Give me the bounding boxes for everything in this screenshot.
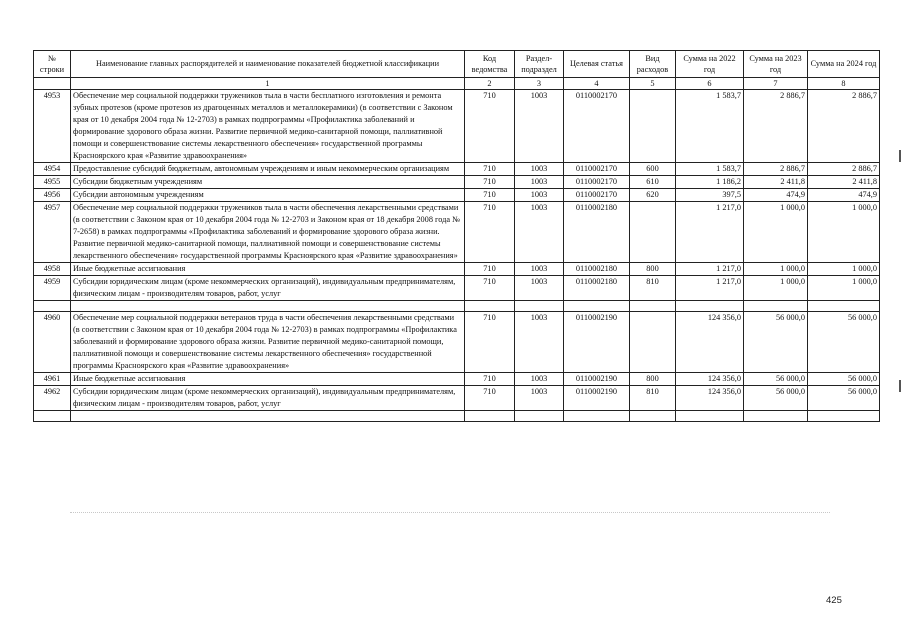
row-sum-2023: 1 000,0 [744, 202, 808, 263]
row-dept-code: 710 [465, 176, 515, 189]
table-row [34, 189, 880, 202]
row-section: 1003 [515, 90, 564, 163]
table-row-spacer [34, 301, 880, 312]
row-number: 4954 [34, 163, 71, 176]
row-name: Субсидии автономным учреждениям [71, 189, 465, 202]
row-sum-2023: 2 411,8 [744, 176, 808, 189]
row-sum-2024: 56 000,0 [808, 386, 880, 411]
row-number: 4961 [34, 373, 71, 386]
table-row [34, 386, 880, 411]
row-section: 1003 [515, 386, 564, 411]
row-section: 1003 [515, 176, 564, 189]
table-header-row [34, 51, 880, 78]
row-number: 4957 [34, 202, 71, 263]
row-sum-2024: 56 000,0 [808, 312, 880, 373]
table-row [34, 176, 880, 189]
row-expense-kind: 620 [630, 189, 676, 202]
row-target-article: 0110002170 [564, 90, 630, 163]
row-number: 4955 [34, 176, 71, 189]
row-target-article: 0110002170 [564, 189, 630, 202]
header-section: Раздел-подраздел [515, 51, 564, 78]
row-target-article: 0110002180 [564, 202, 630, 263]
header-sum-2024: Сумма на 2024 год [808, 51, 880, 78]
scan-noise-line [70, 512, 830, 514]
header-target-article: Целевая статья [564, 51, 630, 78]
header-sum-2022: Сумма на 2022 год [676, 51, 744, 78]
row-sum-2024: 56 000,0 [808, 373, 880, 386]
column-number: 8 [808, 78, 880, 90]
row-sum-2023: 474,9 [744, 189, 808, 202]
header-sum-2023: Сумма на 2023 год [744, 51, 808, 78]
row-expense-kind [630, 312, 676, 373]
table-row [34, 163, 880, 176]
row-dept-code: 710 [465, 373, 515, 386]
row-number: 4959 [34, 276, 71, 301]
row-sum-2023: 56 000,0 [744, 312, 808, 373]
row-dept-code: 710 [465, 276, 515, 301]
row-sum-2024: 1 000,0 [808, 276, 880, 301]
row-number: 4953 [34, 90, 71, 163]
row-section: 1003 [515, 189, 564, 202]
row-sum-2023: 56 000,0 [744, 373, 808, 386]
table-row [34, 263, 880, 276]
scan-edge-mark-top [899, 150, 901, 162]
column-number: 6 [676, 78, 744, 90]
row-dept-code: 710 [465, 386, 515, 411]
row-sum-2023: 1 000,0 [744, 263, 808, 276]
header-name: Наименование главных распорядителей и наименование показателей бюджетной классификации [71, 51, 465, 78]
row-sum-2023: 1 000,0 [744, 276, 808, 301]
row-dept-code: 710 [465, 90, 515, 163]
row-expense-kind: 600 [630, 163, 676, 176]
row-name: Иные бюджетные ассигнования [71, 373, 465, 386]
row-target-article: 0110002180 [564, 276, 630, 301]
row-name: Обеспечение мер социальной поддержки тружеников тыла в части бесплатного изготовления и ремонта зубных протезов (кроме протезов из драгоценных металлов и металлокерамики) (в соответствии с Законом края от 10 декабря 2004 года № 12-2703) в рамках подпрограммы «Профилактика заболеваний и формирование здорового образа жизни. Развитие первичной медико-санитарной помощи, паллиативной помощи и совершенствование системы лекарственного обеспечения» государственной программы Красноярского края «Развитие здравоохранения» [71, 90, 465, 163]
row-section: 1003 [515, 202, 564, 263]
row-sum-2022: 1 217,0 [676, 202, 744, 263]
row-name: Субсидии юридическим лицам (кроме некоммерческих организаций), индивидуальным предпринимателям, физическим лицам - производителям товаров, работ, услуг [71, 276, 465, 301]
row-sum-2022: 124 356,0 [676, 312, 744, 373]
row-expense-kind: 800 [630, 373, 676, 386]
row-number: 4960 [34, 312, 71, 373]
row-expense-kind: 800 [630, 263, 676, 276]
row-expense-kind: 810 [630, 276, 676, 301]
row-sum-2024: 2 886,7 [808, 163, 880, 176]
column-number: 4 [564, 78, 630, 90]
row-sum-2024: 2 886,7 [808, 90, 880, 163]
row-name: Обеспечение мер социальной поддержки ветеранов труда в части обеспечения лекарственными средствами (в соответствии с Законом края от 10 декабря 2004 года № 12-2703) в рамках подпрограммы «Профилактика заболеваний и формирование здорового образа жизни. Развитие первичной медико-санитарной помощи, паллиативной помощи и совершенствование системы лекарственного обеспечения» государственной программы Красноярского края «Развитие здравоохранения» [71, 312, 465, 373]
row-name: Обеспечение мер социальной поддержки тружеников тыла в части обеспечения лекарственными средствами (в соответствии с Законом края от 10 декабря 2004 года № 12-2703 и Законом края от 18 декабря 2008 года № 7-2658) в рамках подпрограммы «Профилактика заболеваний и формирование здорового образа жизни. Развитие первичной медико-санитарной помощи, паллиативной помощи и совершенствование системы лекарственного обеспечения» государственной программы Красноярского края «Развитие здравоохранения» [71, 202, 465, 263]
row-sum-2023: 2 886,7 [744, 163, 808, 176]
table-row [34, 276, 880, 301]
row-sum-2023: 56 000,0 [744, 386, 808, 411]
header-row-number: № строки [34, 51, 71, 78]
row-dept-code: 710 [465, 202, 515, 263]
row-section: 1003 [515, 163, 564, 176]
column-number: 3 [515, 78, 564, 90]
column-number [34, 78, 71, 90]
row-sum-2024: 1 000,0 [808, 263, 880, 276]
row-section: 1003 [515, 276, 564, 301]
table-row [34, 202, 880, 263]
row-section: 1003 [515, 312, 564, 373]
row-dept-code: 710 [465, 312, 515, 373]
row-sum-2022: 124 356,0 [676, 386, 744, 411]
row-number: 4956 [34, 189, 71, 202]
row-target-article: 0110002170 [564, 163, 630, 176]
row-sum-2022: 1 217,0 [676, 276, 744, 301]
header-dept-code: Код ведомства [465, 51, 515, 78]
row-sum-2023: 2 886,7 [744, 90, 808, 163]
row-sum-2022: 397,5 [676, 189, 744, 202]
budget-table-container [33, 50, 879, 422]
row-sum-2022: 1 583,7 [676, 163, 744, 176]
row-sum-2024: 1 000,0 [808, 202, 880, 263]
table-row [34, 90, 880, 163]
row-target-article: 0110002180 [564, 263, 630, 276]
row-sum-2024: 474,9 [808, 189, 880, 202]
row-target-article: 0110002190 [564, 373, 630, 386]
row-target-article: 0110002190 [564, 312, 630, 373]
row-dept-code: 710 [465, 163, 515, 176]
row-target-article: 0110002190 [564, 386, 630, 411]
row-number: 4958 [34, 263, 71, 276]
column-number: 2 [465, 78, 515, 90]
row-sum-2022: 1 217,0 [676, 263, 744, 276]
row-section: 1003 [515, 373, 564, 386]
row-dept-code: 710 [465, 189, 515, 202]
row-expense-kind [630, 90, 676, 163]
row-expense-kind [630, 202, 676, 263]
row-name: Субсидии юридическим лицам (кроме некоммерческих организаций), индивидуальным предпринимателям, физическим лицам - производителям товаров, работ, услуг [71, 386, 465, 411]
table-row [34, 312, 880, 373]
scan-edge-mark-bottom [899, 380, 901, 392]
row-name: Предоставление субсидий бюджетным, автономным учреждениям и иным некоммерческим организациям [71, 163, 465, 176]
row-expense-kind: 810 [630, 386, 676, 411]
row-name: Иные бюджетные ассигнования [71, 263, 465, 276]
header-expense-kind: Вид расходов [630, 51, 676, 78]
row-sum-2022: 1 186,2 [676, 176, 744, 189]
row-number: 4962 [34, 386, 71, 411]
table-row [34, 373, 880, 386]
row-sum-2022: 124 356,0 [676, 373, 744, 386]
page-number: 425 [826, 595, 842, 606]
row-section: 1003 [515, 263, 564, 276]
column-number: 5 [630, 78, 676, 90]
budget-table [33, 50, 880, 422]
table-row-spacer [34, 411, 880, 422]
row-name: Субсидии бюджетным учреждениям [71, 176, 465, 189]
row-sum-2024: 2 411,8 [808, 176, 880, 189]
row-expense-kind: 610 [630, 176, 676, 189]
row-dept-code: 710 [465, 263, 515, 276]
row-target-article: 0110002170 [564, 176, 630, 189]
column-number-row [34, 78, 880, 90]
column-number: 7 [744, 78, 808, 90]
row-sum-2022: 1 583,7 [676, 90, 744, 163]
column-number: 1 [71, 78, 465, 90]
